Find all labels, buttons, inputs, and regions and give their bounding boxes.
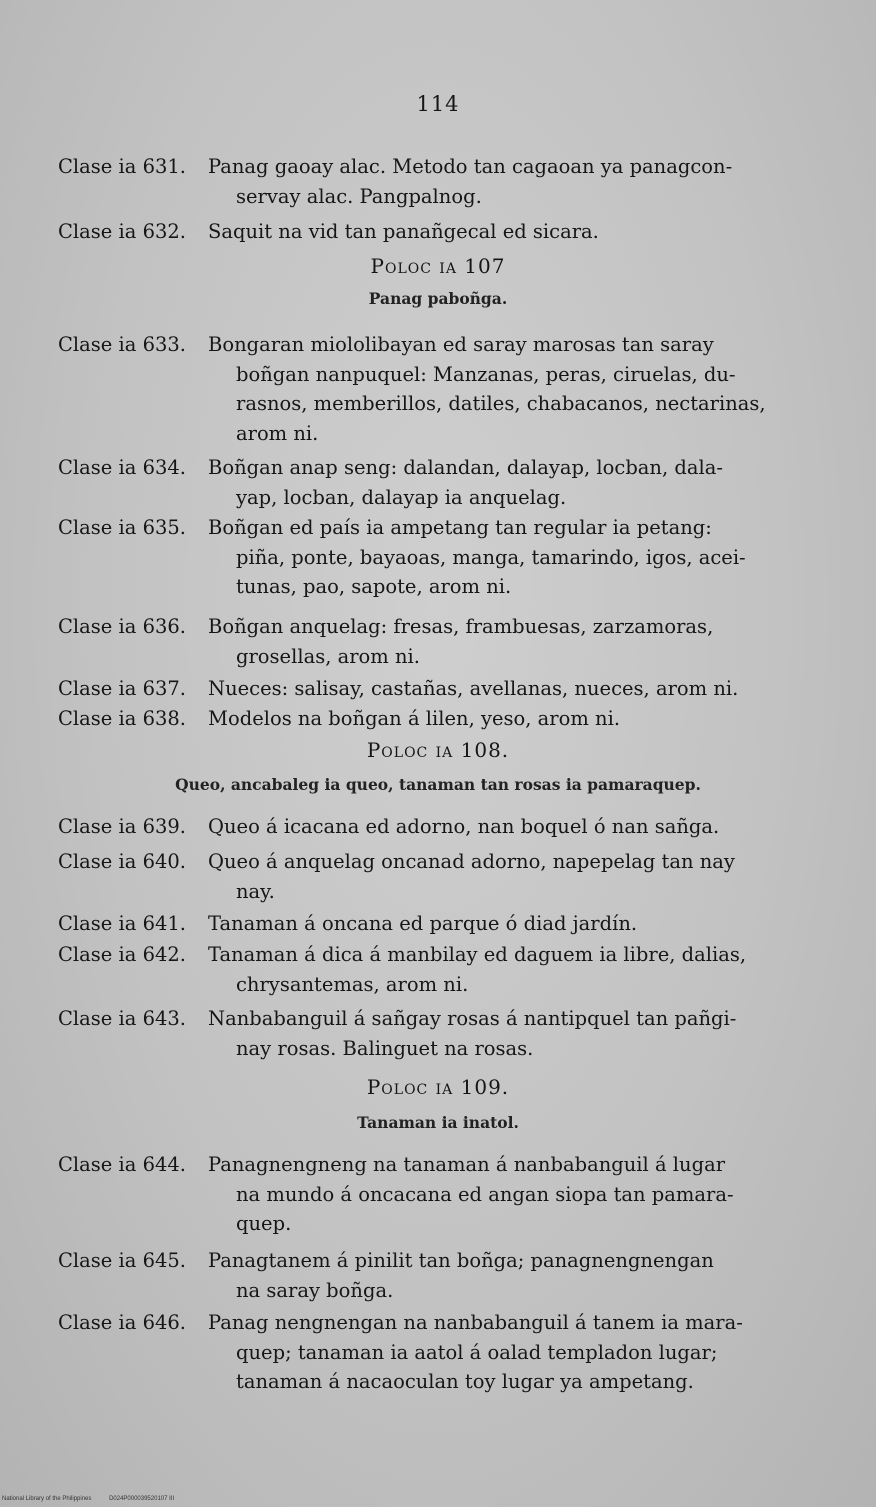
entry-label: Clase ia 638. [58, 707, 187, 730]
entry-line: Nueces: salisay, castañas, avellanas, nueces, arom ni. [208, 677, 739, 700]
entry-label: Clase ia 631. [58, 155, 187, 178]
entry-line: Queo á icacana ed adorno, nan boquel ó nan sañga. [208, 815, 720, 838]
entry-646 [58, 1308, 818, 1397]
entry-639 [58, 812, 818, 842]
entry-line: nay rosas. Balinguet na rosas. [236, 1036, 534, 1060]
entry-line: quep. [236, 1212, 292, 1235]
entry-line: Modelos na boñgan á lilen, yeso, arom ni. [208, 707, 621, 730]
entry-line: arom ni. [236, 421, 319, 445]
entry-label: Clase ia 640. [58, 850, 187, 873]
entry-line: Panagtanem á pinilit tan boñga; panagnengnengan [208, 1249, 714, 1272]
entry-line: Saquit na vid tan panañgecal ed sicara. [208, 220, 599, 243]
entry-line: Nanbabanguil á sañgay rosas á nantipquel tan pañgi- [208, 1007, 737, 1030]
entry-644 [58, 1150, 818, 1239]
entry-line: boñgan nanpuquel: Manzanas, peras, ciruelas, du- [236, 362, 736, 386]
entry-line: na mundo á oncacana ed angan siopa tan pamara- [236, 1182, 734, 1206]
entry-label: Clase ia 632. [58, 220, 187, 243]
section-heading-109: Poloc ia 109. [366, 1075, 510, 1099]
section-subtitle-109: Tanaman ia inatol. [357, 1113, 519, 1132]
entry-label: Clase ia 646. [58, 1311, 187, 1334]
entry-label: Clase ia 643. [58, 1007, 187, 1030]
entry-642 [58, 940, 818, 999]
entry-643 [58, 1004, 818, 1063]
entry-label: Clase ia 633. [58, 333, 187, 356]
entry-line: Panag nengnengan na nanbabanguil á tanem ia mara- [208, 1311, 743, 1334]
entry-631 [58, 152, 818, 211]
entry-label: Clase ia 637. [58, 677, 187, 700]
entry-line: na saray boñga. [236, 1278, 394, 1302]
entry-645 [58, 1246, 818, 1305]
entry-line: Boñgan anquelag: fresas, frambuesas, zarzamoras, [208, 615, 714, 638]
entry-label: Clase ia 645. [58, 1249, 187, 1272]
entry-line: Panagnengneng na tanaman á nanbabanguil á lugar [208, 1153, 726, 1176]
entry-label: Clase ia 634. [58, 456, 187, 479]
entry-line: Tanaman á oncana ed parque ó diad jardín. [208, 912, 638, 935]
section-subtitle-107: Panag paboñga. [368, 289, 508, 308]
entry-line: Queo á anquelag oncanad adorno, napepelag tan nay [208, 850, 735, 873]
entry-641 [58, 909, 818, 939]
entry-line: chrysantemas, arom ni. [236, 972, 469, 996]
entry-633 [58, 330, 818, 448]
entry-line: yap, locban, dalayap ia anquelag. [236, 485, 567, 509]
library-credit: National Library of the Philippines [2, 1496, 92, 1502]
entry-line: grosellas, arom ni. [236, 644, 420, 668]
section-heading-107: Poloc ia 107 [370, 254, 506, 278]
entry-line: tunas, pao, sapote, arom ni. [236, 575, 512, 598]
entry-line: Boñgan ed país ia ampetang tan regular ia petang: [208, 516, 712, 539]
entry-638 [58, 704, 818, 734]
entry-line: Panag gaoay alac. Metodo tan cagaoan ya panagcon- [208, 155, 733, 178]
entry-label: Clase ia 636. [58, 615, 187, 638]
entry-632 [58, 217, 818, 247]
entry-634 [58, 453, 818, 512]
entry-line: servay alac. Pangpalnog. [236, 184, 482, 208]
entry-line: Bongaran miololibayan ed saray marosas tan saray [208, 333, 714, 356]
entry-label: Clase ia 641. [58, 912, 187, 935]
entry-637 [58, 674, 818, 704]
entry-636 [58, 612, 818, 671]
section-heading-108: Poloc ia 108. [366, 738, 510, 762]
entry-line: piña, ponte, bayaoas, manga, tamarindo, igos, acei- [236, 545, 746, 569]
entry-line: tanaman á nacaoculan toy lugar ya ampetang. [236, 1370, 694, 1393]
section-subtitle-108: Queo, ancabaleg ia queo, tanaman tan rosas ia pamaraquep. [175, 775, 701, 794]
entry-line: Boñgan anap seng: dalandan, dalayap, locban, dala- [208, 456, 723, 479]
entry-line: Tanaman á dica á manbilay ed daguem ia libre, dalias, [208, 943, 747, 966]
page-number: 114 [416, 92, 460, 116]
entry-635 [58, 513, 818, 602]
scan-code: D024P000039520107 III [109, 1496, 175, 1502]
entry-label: Clase ia 639. [58, 815, 187, 838]
entry-line: rasnos, memberillos, datiles, chabacanos, nectarinas, [236, 392, 766, 415]
entry-640 [58, 847, 818, 906]
entry-label: Clase ia 644. [58, 1153, 187, 1176]
entry-line: quep; tanaman ia aatol á oalad templadon lugar; [236, 1340, 718, 1364]
entry-line: nay. [236, 879, 275, 903]
entry-label: Clase ia 635. [58, 516, 187, 539]
scan-footer [2, 1496, 190, 1502]
entry-label: Clase ia 642. [58, 943, 187, 966]
